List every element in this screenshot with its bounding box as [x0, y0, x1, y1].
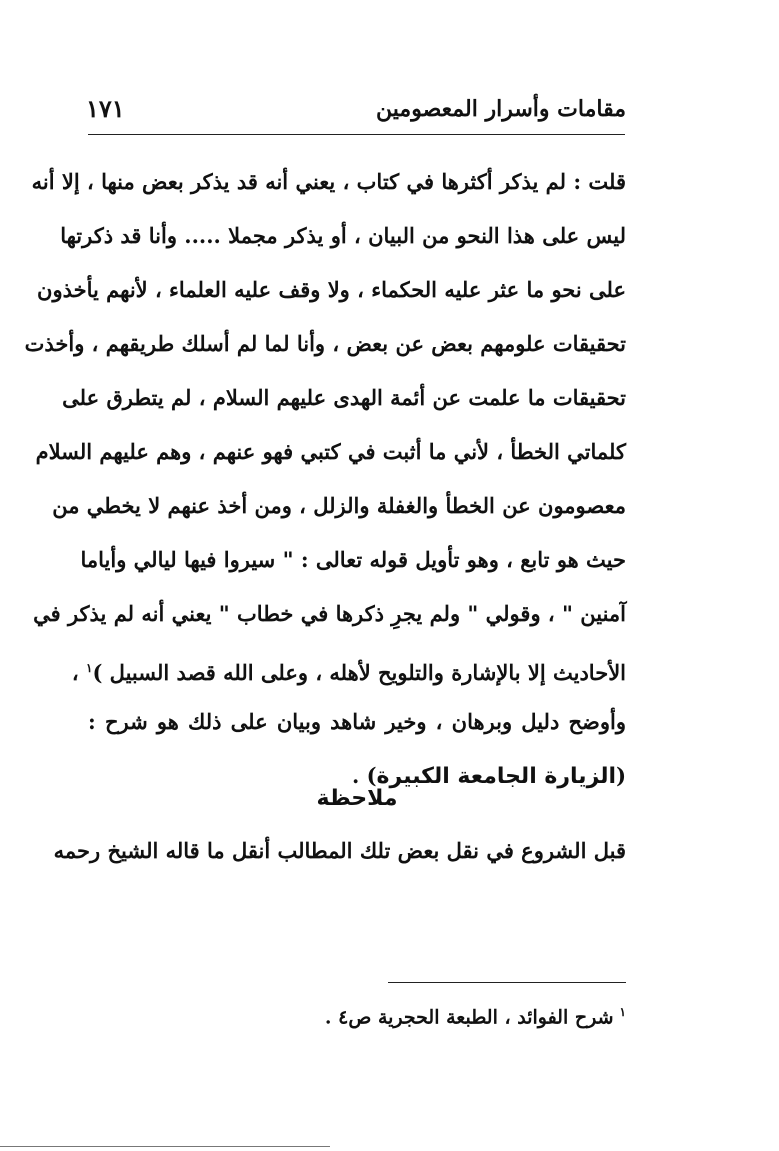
text-line: كلماتي الخطأ ، لأني ما أثبت في كتبي فهو عنهم ، وهم عليهم السلام	[35, 439, 626, 464]
footnote	[300, 992, 626, 1037]
text-line: معصومون عن الخطأ والغفلة والزلل ، ومن أخذ عنهم لا يخطي من	[52, 493, 626, 518]
section-heading: ملاحظة	[316, 786, 398, 811]
page-edge-line	[0, 1146, 330, 1147]
text-line: تحقيقات ما علمت عن أئمة الهدى عليهم السلام ، لم يتطرق على	[62, 385, 626, 410]
highlighted-title: الزيارة الجامعة الكبيرة	[376, 764, 617, 789]
footnote-marker: ١	[619, 1005, 626, 1019]
text-line: حيث هو تابع ، وهو تأويل قوله تعالى : " سيروا فيها ليالي وأياما	[80, 547, 626, 572]
running-header	[86, 92, 626, 128]
footnote-rule	[388, 982, 626, 983]
text-segment: الأحاديث إلا بالإشارة والتلويح لأهله ، وعلى الله قصد السبيل )	[92, 660, 626, 685]
text-line: ليس على هذا النحو من البيان ، أو يذكر مجملا ..... وأنا قد ذكرتها	[60, 223, 626, 248]
footnote-reference: ١	[85, 661, 93, 675]
text-segment: ،	[71, 660, 86, 685]
section-paragraph	[53, 826, 626, 880]
header-rule	[88, 134, 625, 135]
text-line: آمنين " ، وقولي " ولم يجرِ ذكرها في خطاب " يعني أنه لم يذكر في	[33, 601, 626, 626]
text-line: تحقيقات علومهم بعض عن بعض ، وأنا لما لم أسلك طريقهم ، وأخذت	[24, 331, 626, 356]
text-segment: ) .	[351, 763, 377, 788]
text-segment: (	[616, 763, 626, 788]
main-paragraph	[24, 157, 626, 805]
text-line: قلت : لم يذكر أكثرها في كتاب ، يعني أنه قد يذكر بعض منها ، إلا أنه	[31, 169, 626, 194]
page-number: ١٧١	[86, 94, 125, 123]
text-line: قبل الشروع في نقل بعض تلك المطالب أنقل ما قاله الشيخ رحمه	[53, 838, 626, 863]
text-line-with-footnote	[71, 643, 626, 697]
running-title: مقامات وأسرار المعصومين	[376, 96, 626, 122]
text-line: وأوضح دليل وبرهان ، وخير شاهد وبيان على ذلك هو شرح :	[88, 709, 626, 734]
footnote-text: شرح الفوائد ، الطبعة الحجرية ص٤ .	[324, 1006, 614, 1029]
text-line: على نحو ما عثر عليه الحكماء ، ولا وقف عليه العلماء ، لأنهم يأخذون	[37, 277, 626, 302]
